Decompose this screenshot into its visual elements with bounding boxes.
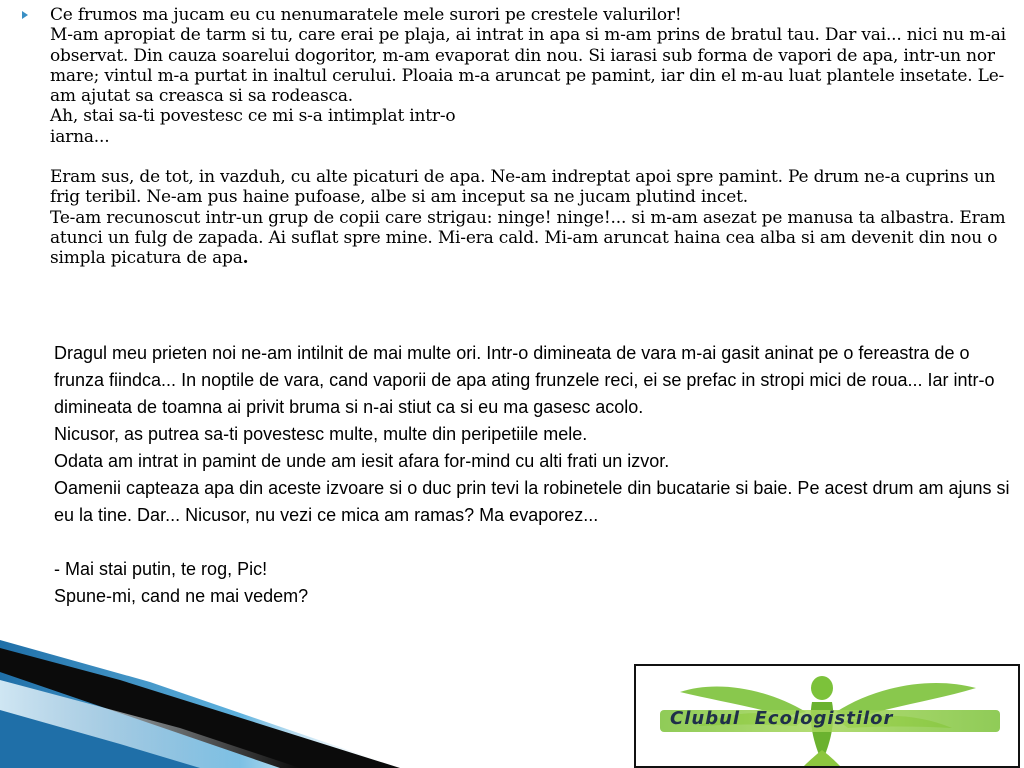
bullet-paragraph-text: Eram sus, de tot, in vazduh, cu alte picaturi de apa. Ne-am indreptat apoi spre pamint. Pe drum ne-a cuprins un frig teribil. Ne-am pus haine pufoase, albe si am inceput sa ne jucam plutind incet. Te-am recunoscut intr-un grup de copii care strigau: ninge! ninge!... si m-am asezat pe manusa ta albastra. Eram atunci un fulg de zapada. Ai suflat spre mine. Mi-era cald. Mi-am aruncat haina cea alba si am devenit din nou o simpla picatura de apa (50, 167, 1006, 269)
bullet-end-mark: . (242, 248, 249, 269)
figure-head (811, 676, 833, 700)
bullet-paragraphs (50, 5, 1012, 269)
bullet-text-block (22, 5, 1012, 269)
dialogue-line: - Mai stai putin, te rog, Pic! (54, 559, 268, 579)
club-logo (634, 664, 1020, 768)
corner-wave-decoration (0, 640, 400, 768)
logo-caption: Clubul Ecologistilor (670, 708, 894, 729)
story-line: Oamenii capteaza apa din aceste izvoare si o duc prin tevi la robinetele din bucatarie si baie. Pe acest drum am ajuns si eu la tine. Dar... Nicusor, nu vezi ce mica am ramas? Ma evaporez... (54, 478, 1010, 525)
bullet-paragraph (50, 167, 1012, 268)
story-text-block (54, 340, 1019, 610)
paragraph-gap (54, 529, 1019, 556)
dialogue-line: Spune-mi, cand ne mai vedem? (54, 586, 309, 606)
story-line: Odata am intrat in pamint de unde am iesit afara for-mind cu alti frati un izvor. (54, 451, 670, 471)
bullet-arrow-icon (22, 11, 28, 19)
story-line: Dragul meu prieten noi ne-am intilnit de mai multe ori. Intr-o dimineata de vara m-ai gasit aninat pe o fereastra de o frunza fiindca... In noptile de vara, cand vaporii de apa ating frunzele reci, ei se prefac in stropi mici de roua... Iar intr-o dimineata de toamna ai privit bruma si n-ai stiut ca si eu ma gasesc acolo. (54, 343, 995, 417)
paragraph-gap (50, 147, 1012, 167)
story-line: Nicusor, as putrea sa-ti povestesc multe, multe din peripetiile mele. (54, 424, 588, 444)
bullet-paragraph: Ce frumos ma jucam eu cu nenumaratele mele surori pe crestele valurilor! M-am apropiat de tarm si tu, care erai pe plaja, ai intrat in apa si m-am prins de bratul tau. Dar vai... nici nu m-ai observat. Din cauza soarelui dogoritor, m-am evaporat din nou. Si iarasi sub forma de vapori de apa, intr-un nor mare; vintul m-a purtat in inaltul cerului. Ploaia m-a aruncat pe pamint, iar din el m-au luat plantele insetate. Le-am ajutat sa creasca si sa rodeasca. Ah, stai sa-ti povestesc ce mi s-a intimplat intr-o iarna... (50, 5, 1006, 147)
figure-leaf (804, 750, 840, 766)
